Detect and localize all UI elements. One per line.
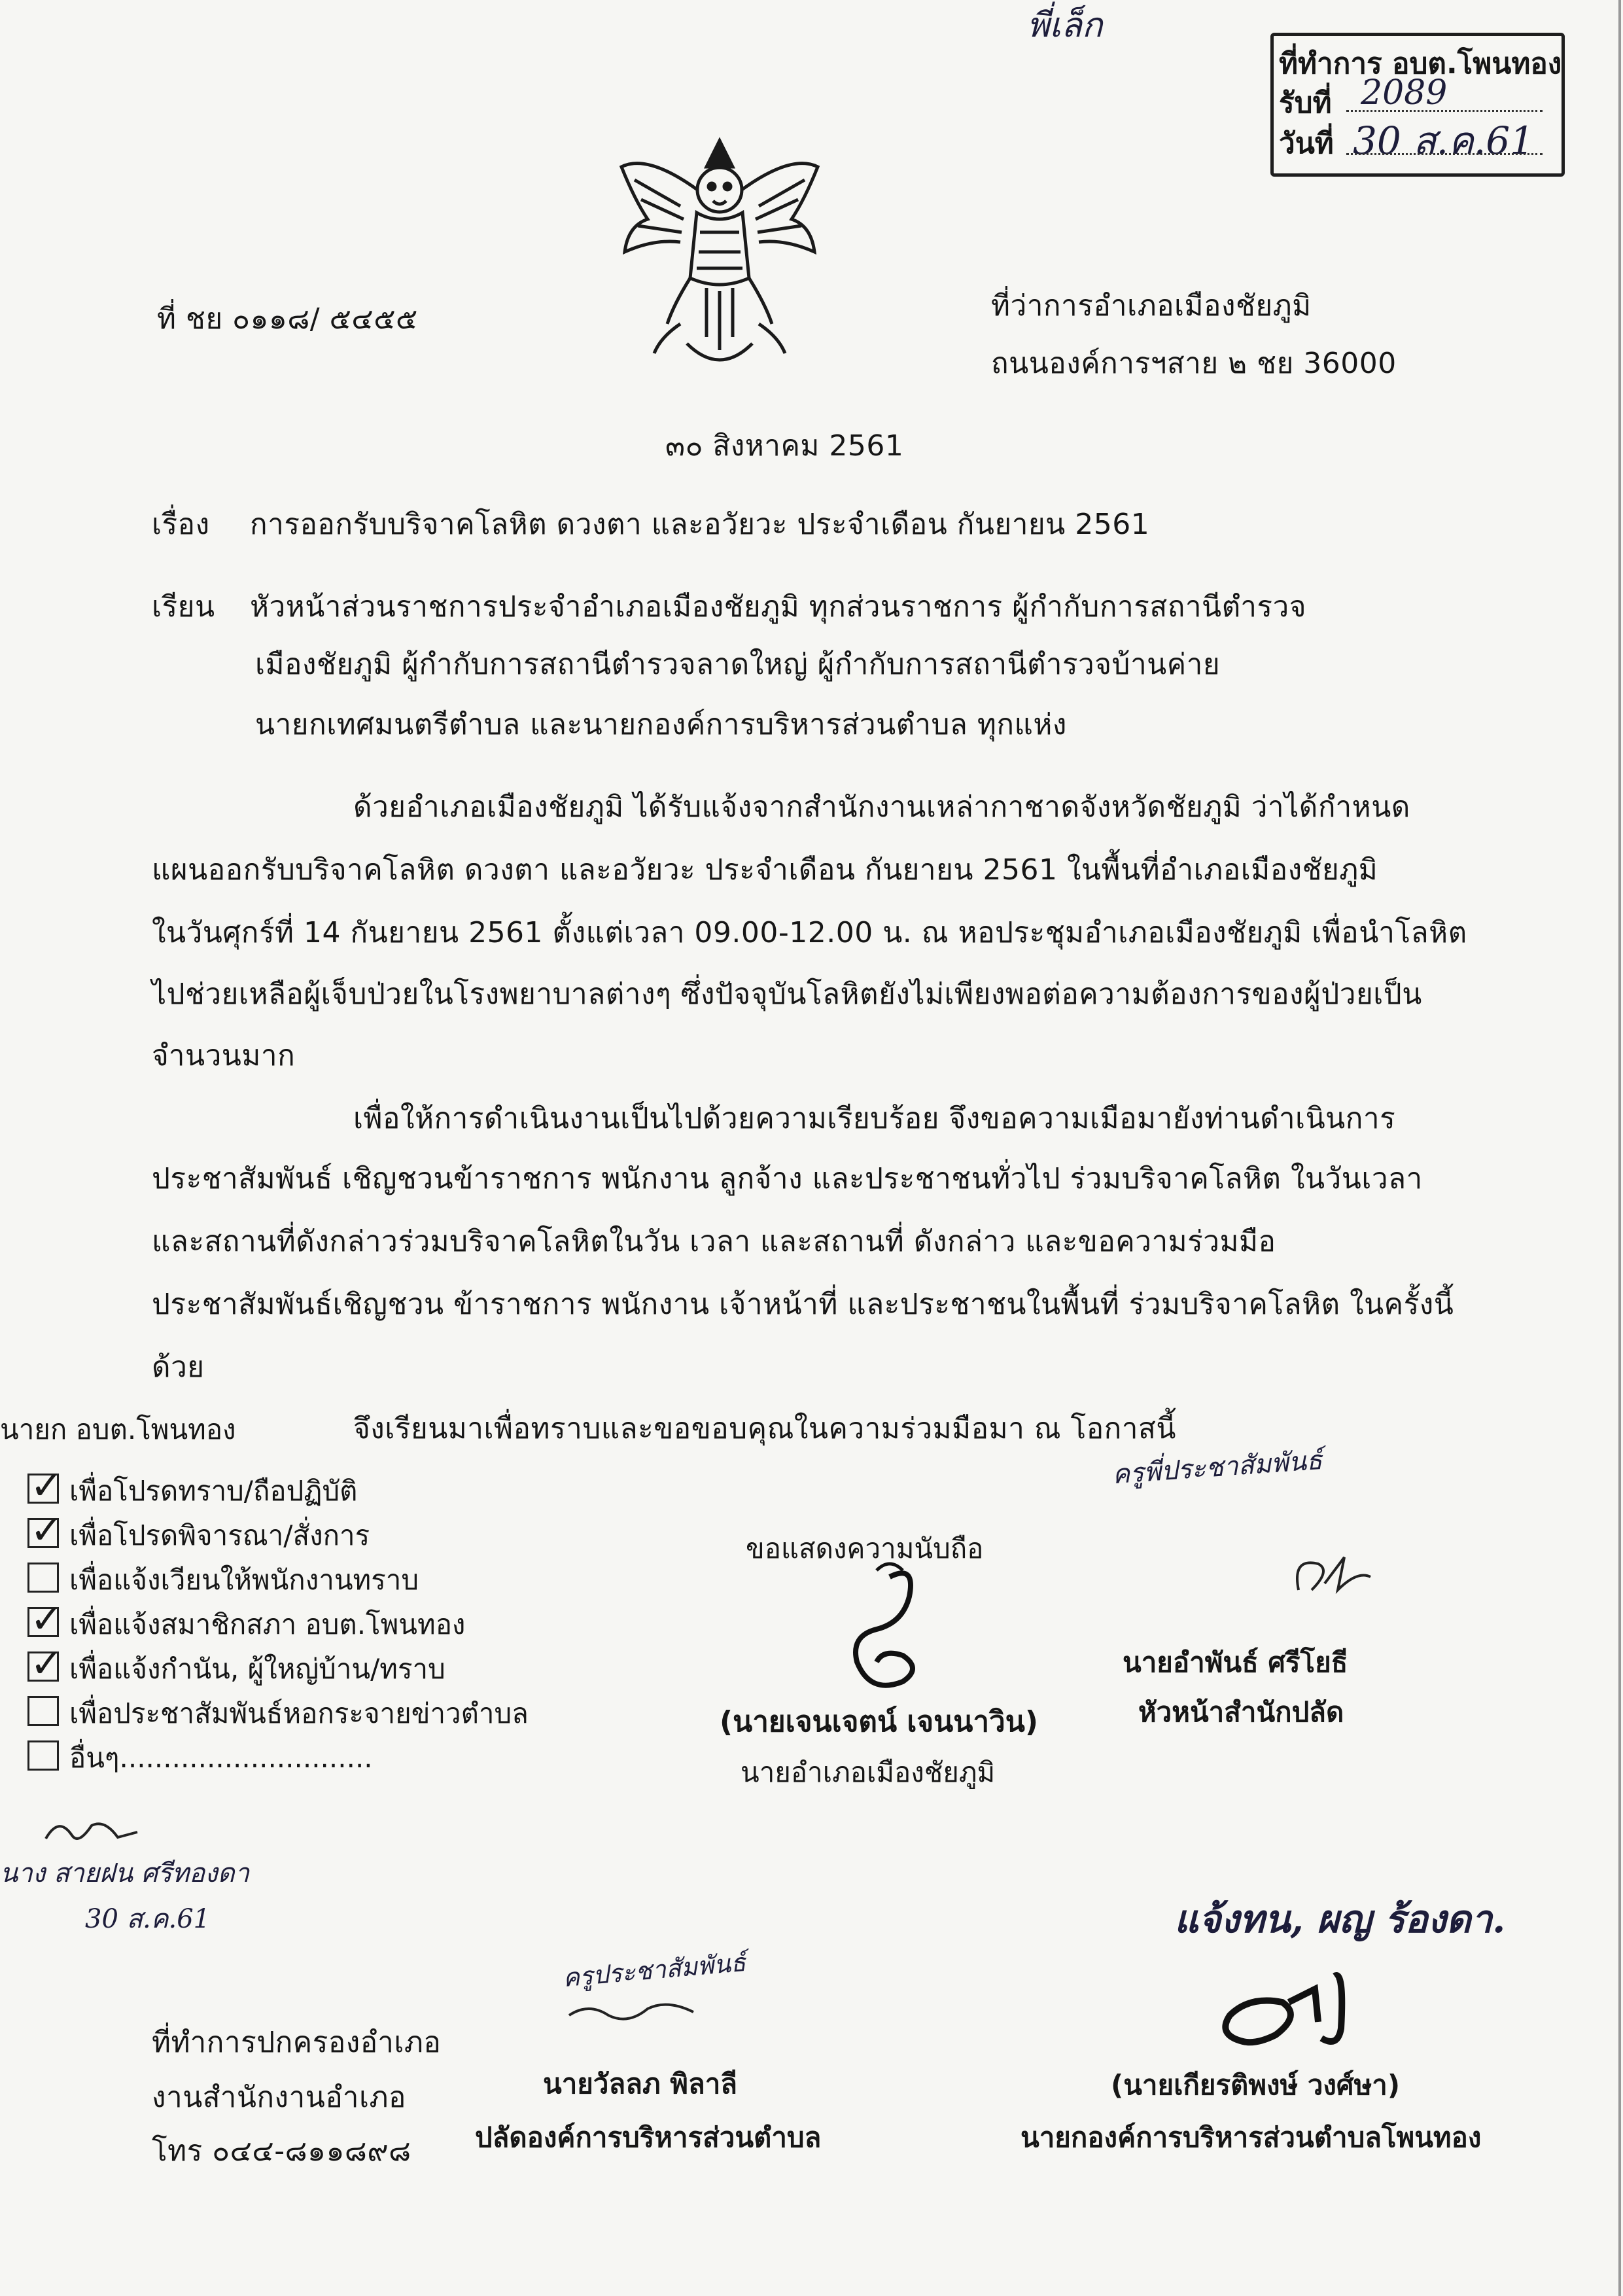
paragraph1-line3: ในวันศุกร์ที่ 14 กันยายน 2561 ตั้งแต่เวลา 09.00-12.00 น. ณ หอประชุมอำเภอเมืองชัยภูมิ เพื่อนำโลหิต xyxy=(152,916,1467,949)
respect-phrase: ขอแสดงความนับถือ xyxy=(746,1532,984,1564)
paragraph2-line2: ประชาสัมพันธ์ เชิญชวนข้าราชการ พนักงาน ลูกจ้าง และประชาชนทั่วไป ร่วมบริจาคโลหิต ในวันเวลา xyxy=(152,1162,1423,1195)
clerk-title: หัวหน้าสำนักปลัด xyxy=(1138,1696,1344,1728)
letter-date: ๓๐ สิงหาคม 2561 xyxy=(665,429,904,463)
receipt-stamp-date: 30 ส.ค.61 xyxy=(1353,118,1535,163)
reference-number: ที่ ชย ๐๑๑๘/ ๕๔๕๕ xyxy=(157,302,418,336)
routing-note-date: 30 ส.ค.61 xyxy=(85,1904,211,1934)
closing-line: จึงเรียนมาเพื่อทราบและขอขอบคุณในความร่วมมือมา ณ โอกาสนี้ xyxy=(353,1412,1176,1445)
paragraph2-line5: ด้วย xyxy=(152,1351,205,1384)
to-line-3: นายกเทศมนตรีตำบล และนายกองค์การบริหารส่วนตำบล ทุกแห่ง xyxy=(255,708,1067,741)
subject-text: การออกรับบริจาคโลหิต ดวงตา และอวัยวะ ประจำเดือน กันยายน 2561 xyxy=(250,508,1150,541)
chief-name: (นายเกียรติพงษ์ วงศ์ษา) xyxy=(1111,2069,1401,2101)
issuer-address-line2: ถนนองค์การฯสาย ๒ ชย 36000 xyxy=(991,347,1397,380)
routing-option-label: เพื่อแจ้งกำนัน, ผู้ใหญ่บ้าน/ทราบ xyxy=(69,1653,445,1685)
to-line-2: เมืองชัยภูมิ ผู้กำกับการสถานีตำรวจลาดใหญ่ ผู้กำกับการสถานีตำรวจบ้านค่าย xyxy=(255,648,1221,681)
routing-option-label: เพื่อแจ้งเวียนให้พนักงานทราบ xyxy=(69,1564,419,1596)
checkbox[interactable] xyxy=(27,1740,59,1771)
scan-edge xyxy=(1618,0,1621,2296)
paragraph1-line1: ด้วยอำเภอเมืองชัยภูมิ ได้รับแจ้งจากสำนักงานเหล่ากาชาดจังหวัดชัยภูมิ ว่าได้กำหนด xyxy=(353,790,1410,824)
routing-option-label: เพื่อโปรดพิจารณา/สั่งการ xyxy=(69,1519,370,1551)
receipt-stamp-office: ที่ทำการ อบต.โพนทอง xyxy=(1279,47,1562,80)
deputy-title: ปลัดองค์การบริหารส่วนตำบล xyxy=(475,2121,822,2153)
signer-name: (นายเจนเจตน์ เจนนาวิน) xyxy=(720,1705,1038,1739)
check-mark-icon: ✓ xyxy=(30,1508,63,1553)
clerk-name: นายอำพันธ์ ศรีโยธี xyxy=(1123,1646,1348,1678)
paragraph2-line1: เพื่อให้การดำเนินงานเป็นไปด้วยความเรียบร้อย จึงขอความเมือมายังท่านดำเนินการ xyxy=(353,1102,1396,1135)
paragraph1-line5: จำนวนมาก xyxy=(152,1039,296,1072)
chief-signature xyxy=(1204,1963,1400,2055)
receipt-stamp-number-label: รับที่ xyxy=(1279,86,1332,120)
footer-line3: โทร ๐๔๔-๘๑๑๘๙๘ xyxy=(152,2134,411,2168)
routing-initial-signature xyxy=(39,1812,144,1852)
deputy-signature xyxy=(563,1989,720,2028)
paragraph1-line2: แผนออกรับบริจาคโลหิต ดวงตา และอวัยวะ ประจำเดือน กันยายน 2561 ในพื้นที่อำเภอเมืองชัยภูมิ xyxy=(152,853,1378,887)
routing-note-name: นาง สายฝน ศรีทองดา xyxy=(0,1858,250,1888)
routing-option-label: เพื่อโปรดทราบ/ถือปฏิบัติ xyxy=(69,1475,358,1507)
governor-signature xyxy=(837,1557,942,1701)
checkbox[interactable] xyxy=(27,1563,59,1593)
receipt-stamp-number: 2089 xyxy=(1361,73,1448,113)
garuda-emblem xyxy=(608,128,831,376)
routing-header: นายก อบต.โพนทอง xyxy=(0,1413,236,1445)
issuer-address-line1: ที่ว่าการอำเภอเมืองชัยภูมิ xyxy=(991,289,1312,323)
paragraph2-line4: ประชาสัมพันธ์เชิญชวน ข้าราชการ พนักงาน เจ้าหน้าที่ และประชาชนในพื้นที่ ร่วมบริจาคโลหิต ในครั้งนี้ xyxy=(152,1288,1454,1321)
routing-option-label: เพื่อแจ้งสมาชิกสภา อบต.โพนทอง xyxy=(69,1608,466,1640)
receipt-date-dotline xyxy=(1346,153,1543,155)
chief-title: นายกองค์การบริหารส่วนตำบลโพนทอง xyxy=(1021,2121,1482,2153)
paragraph1-line4: ไปช่วยเหลือผู้เจ็บป่วยในโรงพยาบาลต่างๆ ซึ่งปัจจุบันโลหิตยังไม่เพียงพอต่อความต้องการของผู้ป่วยเป็น xyxy=(152,978,1422,1011)
chief-handwritten-note: แจ้งทน, ผญ ร้องดา. xyxy=(1174,1897,1506,1941)
signer-title: นายอำเภอเมืองชัยภูมิ xyxy=(741,1756,996,1788)
routing-option-label: เพื่อประชาสัมพันธ์หอกระจายข่าวตำบล xyxy=(69,1697,529,1729)
to-line-1: หัวหน้าส่วนราชการประจำอำเภอเมืองชัยภูมิ ทุกส่วนราชการ ผู้กำกับการสถานีตำรวจ xyxy=(250,590,1307,624)
footer-line2: งานสำนักงานอำเภอ xyxy=(152,2081,406,2114)
to-label: เรียน xyxy=(152,590,215,624)
check-mark-icon: ✓ xyxy=(30,1463,63,1509)
footer-line1: ที่ทำการปกครองอำเภอ xyxy=(152,2026,442,2059)
subject-label: เรื่อง xyxy=(152,508,210,541)
clerk-signature xyxy=(1285,1544,1377,1603)
checkbox[interactable] xyxy=(27,1696,59,1726)
right-handwritten-note: ครูพี่ประชาสัมพันธ์ xyxy=(1111,1445,1323,1491)
check-mark-icon: ✓ xyxy=(30,1597,63,1642)
paragraph2-line3: และสถานที่ดังกล่าวร่วมบริจาคโลหิตในวัน เวลา และสถานที่ ดังกล่าว และขอความร่วมมือ xyxy=(152,1225,1276,1258)
check-mark-icon: ✓ xyxy=(30,1641,63,1687)
routing-option-label: อื่นๆ............................. xyxy=(69,1742,373,1774)
top-handwritten-note: พี่เล็ก xyxy=(1027,6,1103,45)
deputy-handwritten-note: ครูประชาสัมพันธ์ xyxy=(561,1947,747,1993)
deputy-name: นายวัลลภ พิลาลี xyxy=(543,2068,738,2100)
receipt-stamp-date-label: วันที่ xyxy=(1279,127,1334,160)
